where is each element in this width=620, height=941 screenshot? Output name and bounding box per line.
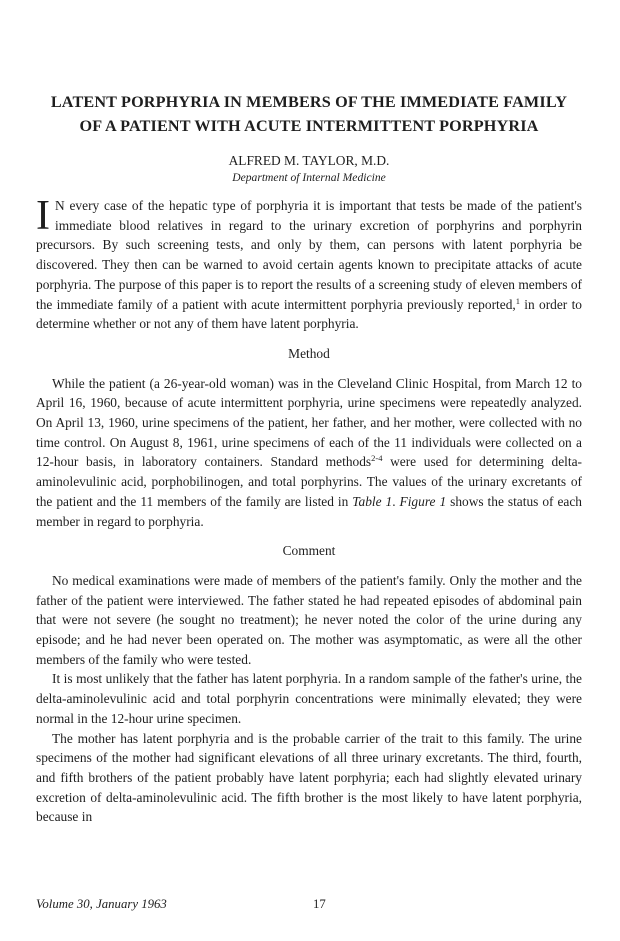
comment-paragraph-3: The mother has latent porphyria and is the probable carrier of the trait to this family. The urine specimens of the mother had significant elevations of all three urinary excretants. The third, fourth, and fifth brothers of the patient probably have latent porphyria; each had slightly elevated urinary excretion of delta-aminolevulinic acid. The fifth brother is the most likely to have latent porphyria, because in [36,730,582,825]
page-footer [36,895,326,915]
reference-marker: 1 [515,295,520,306]
author-department: Department of Internal Medicine [232,171,386,184]
intro-text-end: in order to determine whether or not any of them have latent porphyria. [36,296,582,332]
intro-text: every case of the hepatic type of porphyria it is important that tests be made of the patient's immediate blood relatives in regard to the urinary excretion of porphyrins and porphyrin precursors. By such screening tests, and only by them, can persons with latent porphyria be discovered. They then can be warned to avoid certain agents known to precipitate attacks of acute porphyria. The purpose of this paper is to report the results of a screening study of eleven members of the immediate family of a patient with acute intermittent porphyria previously reported, [36,198,582,312]
reference-marker: 2-4 [371,453,383,464]
volume-info: Volume 30, January 1963 [36,897,167,911]
title-line-1: LATENT PORPHYRIA IN MEMBERS OF THE IMMEDIATE FAMILY [50,93,568,111]
intro-paragraph [36,193,582,334]
article-title [36,90,582,138]
page-number: 17 [313,897,326,911]
comment-paragraph-1: No medical examinations were made of members of the patient's family. Only the mother and the father of the patient were interviewed. The father stated he had repeated episodes of abdominal pain that were not severe (he sought no treatment); he never noted the color of the urine during any episode; and he had never been operated on. The mother was asymptomatic, as were all the other members of the family who were tested. [36,572,582,667]
drop-cap: I [36,193,50,239]
comment-paragraph-2: It is most unlikely that the father has latent porphyria. In a random sample of the father's urine, the delta-aminolevulinic acid and total porphyrin concentrations were minimally elevated; they were normal in the 12-hour urine specimen. [36,671,582,726]
method-paragraph: While the patient (a 26-year-old woman) was in the Cleveland Clinic Hospital, from March 12 to April 16, 1960, because of acute intermittent porphyria, urine specimens were repeatedly analyzed. On April 13, 1960, urine specimens of the patient, her father, and her mother, were collected with no time control. On August 8, 1961, urine specimens of each of the 11 individuals were collected on a 12-hour basis, in laboratory containers. Standard methods$^{2-4}$ were used for determining delta-aminolevulinic acid, porphobilinogen, and total porphyrins. The values of the urinary excretants of the patient and the 11 members of the family are listed in Table 1. Figure 1 shows the status of each member in regard to porphyria. [36,375,582,529]
table-reference: Table 1 [352,493,393,509]
author-name: ALFRED M. TAYLOR, M.D. [228,153,390,168]
section-heading-method: Method [288,345,330,361]
figure-reference: Figure 1 [399,493,447,509]
section-heading-comment: Comment [282,543,336,559]
title-line-2: OF A PATIENT WITH ACUTE INTERMITTENT PORPHYRIA [79,117,539,135]
intro-first-word: N [55,198,65,213]
